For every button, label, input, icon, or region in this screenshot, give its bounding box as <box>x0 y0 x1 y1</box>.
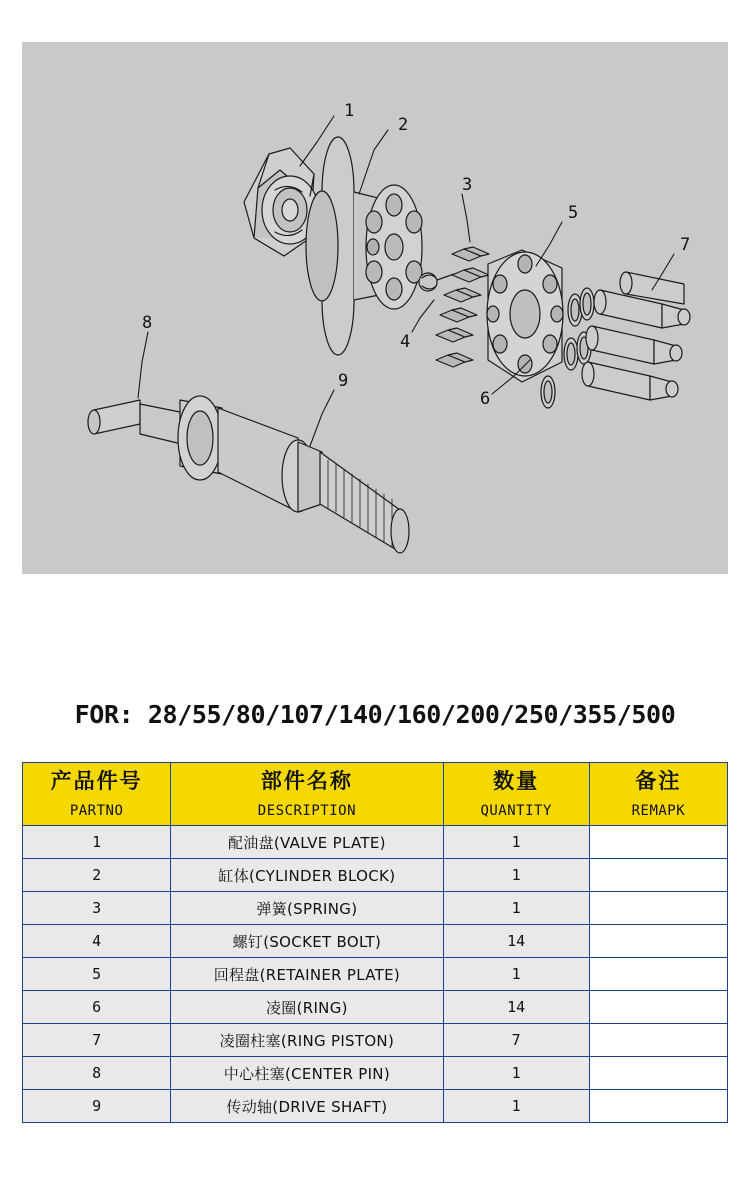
part-spring <box>419 273 454 291</box>
cell-partno: 6 <box>23 991 171 1024</box>
cell-remark <box>589 958 727 991</box>
cell-quantity: 1 <box>443 1090 589 1123</box>
callout-6: 6 <box>480 389 491 409</box>
callout-3: 3 <box>462 175 473 195</box>
table-row <box>23 1057 728 1090</box>
cell-description: 螺钉(SOCKET BOLT) <box>171 925 443 958</box>
cell-remark <box>589 826 727 859</box>
part-drive-shaft <box>88 396 409 553</box>
header-en-remark: REMAPK <box>589 797 727 826</box>
cell-partno: 8 <box>23 1057 171 1090</box>
parts-table-container <box>22 762 728 1123</box>
cell-quantity: 1 <box>443 892 589 925</box>
header-cn-partno: 产品件号 <box>23 763 171 798</box>
pump-parts-illustration <box>22 42 728 574</box>
cell-description: 缸体(CYLINDER BLOCK) <box>171 859 443 892</box>
part-socket-bolts <box>436 247 489 367</box>
callout-7: 7 <box>680 235 691 255</box>
cell-description: 传动轴(DRIVE SHAFT) <box>171 1090 443 1123</box>
table-row <box>23 859 728 892</box>
cell-partno: 5 <box>23 958 171 991</box>
cell-remark <box>589 1090 727 1123</box>
part-retainer-plate <box>487 250 563 382</box>
table-header-en <box>23 797 728 826</box>
cell-description: 弹簧(SPRING) <box>171 892 443 925</box>
cell-description: 中心柱塞(CENTER PIN) <box>171 1057 443 1090</box>
cell-description: 凌圈柱塞(RING PISTON) <box>171 1024 443 1057</box>
part-ring-pistons <box>582 272 690 400</box>
callout-9: 9 <box>338 371 349 391</box>
exploded-view-diagram <box>22 42 728 574</box>
cell-partno: 3 <box>23 892 171 925</box>
table-row <box>23 892 728 925</box>
cell-partno: 7 <box>23 1024 171 1057</box>
cell-remark <box>589 892 727 925</box>
cell-quantity: 1 <box>443 859 589 892</box>
page-title: FOR: 28/55/80/107/140/160/200/250/355/500 <box>74 700 676 729</box>
table-row <box>23 991 728 1024</box>
cell-description: 凌圈(RING) <box>171 991 443 1024</box>
cell-partno: 9 <box>23 1090 171 1123</box>
cell-remark <box>589 925 727 958</box>
table-row <box>23 826 728 859</box>
cell-remark <box>589 1024 727 1057</box>
header-en-qty: QUANTITY <box>443 797 589 826</box>
cell-quantity: 14 <box>443 991 589 1024</box>
cell-remark <box>589 859 727 892</box>
cell-quantity: 14 <box>443 925 589 958</box>
table-header-cn <box>23 763 728 798</box>
table-row <box>23 1024 728 1057</box>
cell-remark <box>589 991 727 1024</box>
cell-quantity: 1 <box>443 826 589 859</box>
cell-description: 配油盘(VALVE PLATE) <box>171 826 443 859</box>
parts-table <box>22 762 728 1123</box>
part-cylinder-block <box>306 137 422 355</box>
table-row <box>23 925 728 958</box>
cell-partno: 1 <box>23 826 171 859</box>
cell-quantity: 1 <box>443 1057 589 1090</box>
header-en-desc: DESCRIPTION <box>171 797 443 826</box>
header-cn-qty: 数量 <box>443 763 589 798</box>
cell-remark <box>589 1057 727 1090</box>
header-cn-desc: 部件名称 <box>171 763 443 798</box>
callout-8: 8 <box>142 313 153 333</box>
callout-2: 2 <box>398 115 409 135</box>
cell-description: 回程盘(RETAINER PLATE) <box>171 958 443 991</box>
header-cn-remark: 备注 <box>589 763 727 798</box>
callout-5: 5 <box>568 203 579 223</box>
cell-partno: 4 <box>23 925 171 958</box>
cell-quantity: 1 <box>443 958 589 991</box>
cell-quantity: 7 <box>443 1024 589 1057</box>
callout-1: 1 <box>344 101 355 121</box>
callout-4: 4 <box>400 332 411 352</box>
table-row <box>23 1090 728 1123</box>
header-en-partno: PARTNO <box>23 797 171 826</box>
table-row <box>23 958 728 991</box>
cell-partno: 2 <box>23 859 171 892</box>
